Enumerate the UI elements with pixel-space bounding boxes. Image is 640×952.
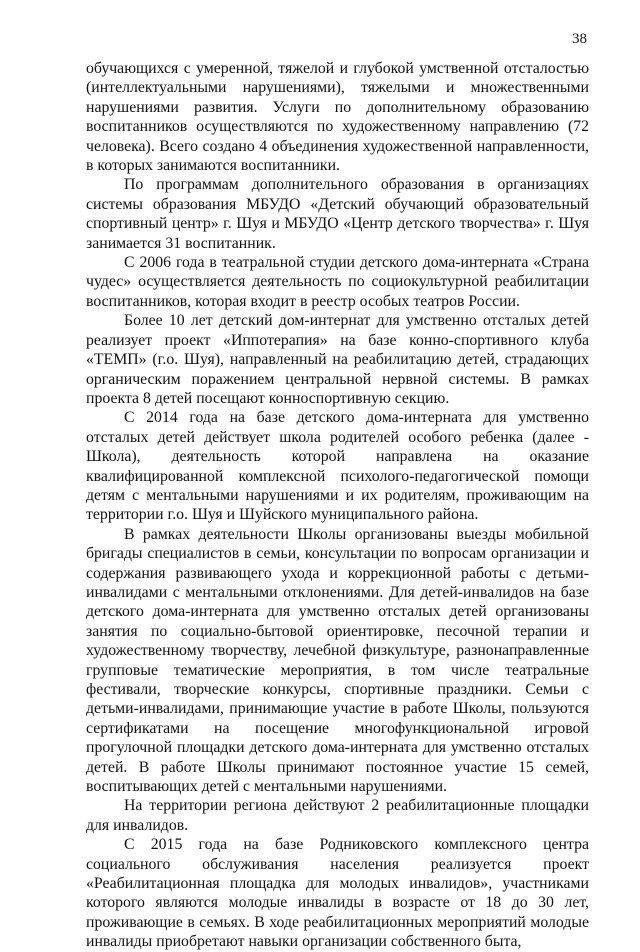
paragraph-3: С 2006 года в театральной студии детского дома-интерната «Страна чудес» осуществляется деятельность по социокультурной реабилитации воспитанников, которая входит в реестр особых театров России. (86, 254, 589, 310)
page-body (86, 59, 589, 952)
paragraph-1: обучающихся с умеренной, тяжелой и глубокой умственной отсталостью (интеллектуальными нарушениями), тяжелыми и множественными нарушениями развития. Услуги по дополнительному образованию воспитанников осуществляются по художественному направлению (72 человека). Всего создано 4 объединения художественной направленности, в которых занимаются воспитанники. (86, 60, 589, 175)
paragraph-8: С 2015 года на базе Родниковского комплексного центра социального обслуживания населения реализуется проект «Реабилитационная площадка для молодых инвалидов», участниками которого являются молодые инвалиды в возрасте от 18 до 30 лет, проживающие в семьях. В ходе реабилитационных мероприятий молодые инвалиды приобретают навыки организации собственного быта, (86, 836, 589, 951)
paragraph-7: На территории региона действуют 2 реабилитационные площадки для инвалидов. (86, 797, 589, 834)
paragraph-6: В рамках деятельности Школы организованы выезды мобильной бригады специалистов в семьи, консультации по вопросам организации и содержания развивающего ухода и коррекционной работы с детьми-инвалидами с ментальными отклонениями. Для детей-инвалидов на базе детского дома-интерната для умственно отсталых детей организованы занятия по социально-бытовой ориентировке, песочной терапии и художественному творчеству, лечебной физкультуре, разнонаправленные групповые тематические мероприятия, в том числе театральные фестивали, творческие конкурсы, спортивные праздники. Семьи с детьми-инвалидами, принимающие участие в работе Школы, пользуются сертификатами на посещение многофункциональной игровой прогулочной площадки детского дома-интерната для умственно отсталых детей. В работе Школы принимают постоянное участие 15 семей, воспитывающих детей с ментальными нарушениями. (86, 525, 589, 796)
page-number: 38 (572, 31, 587, 47)
paragraph-5: С 2014 года на базе детского дома-интерната для умственно отсталых детей действует школа родителей особого ребенка (далее - Школа), деятельность которой направлена на оказание квалифицированной комплексной психолого-педагогической помощи детям с ментальными нарушениями и их родителям, проживающим на территории г.о. Шуя и Шуйского муниципального района. (86, 409, 589, 524)
paragraph-2: По программам дополнительного образования в организациях системы образования МБУДО «Детский обучающий образовательный спортивный центр» г. Шуя и МБУДО «Центр детского творчества» г. Шуя занимается 31 воспитанник. (86, 176, 589, 252)
paragraph-4: Более 10 лет детский дом-интернат для умственно отсталых детей реализует проект «Иппотерапия» на базе конно-спортивного клуба «ТЕМП» (г.о. Шуя), направленный на реабилитацию детей, страдающих органическим поражением центральной нервной системы. В рамках проекта 8 детей посещают конноспортивную секцию. (86, 312, 589, 407)
